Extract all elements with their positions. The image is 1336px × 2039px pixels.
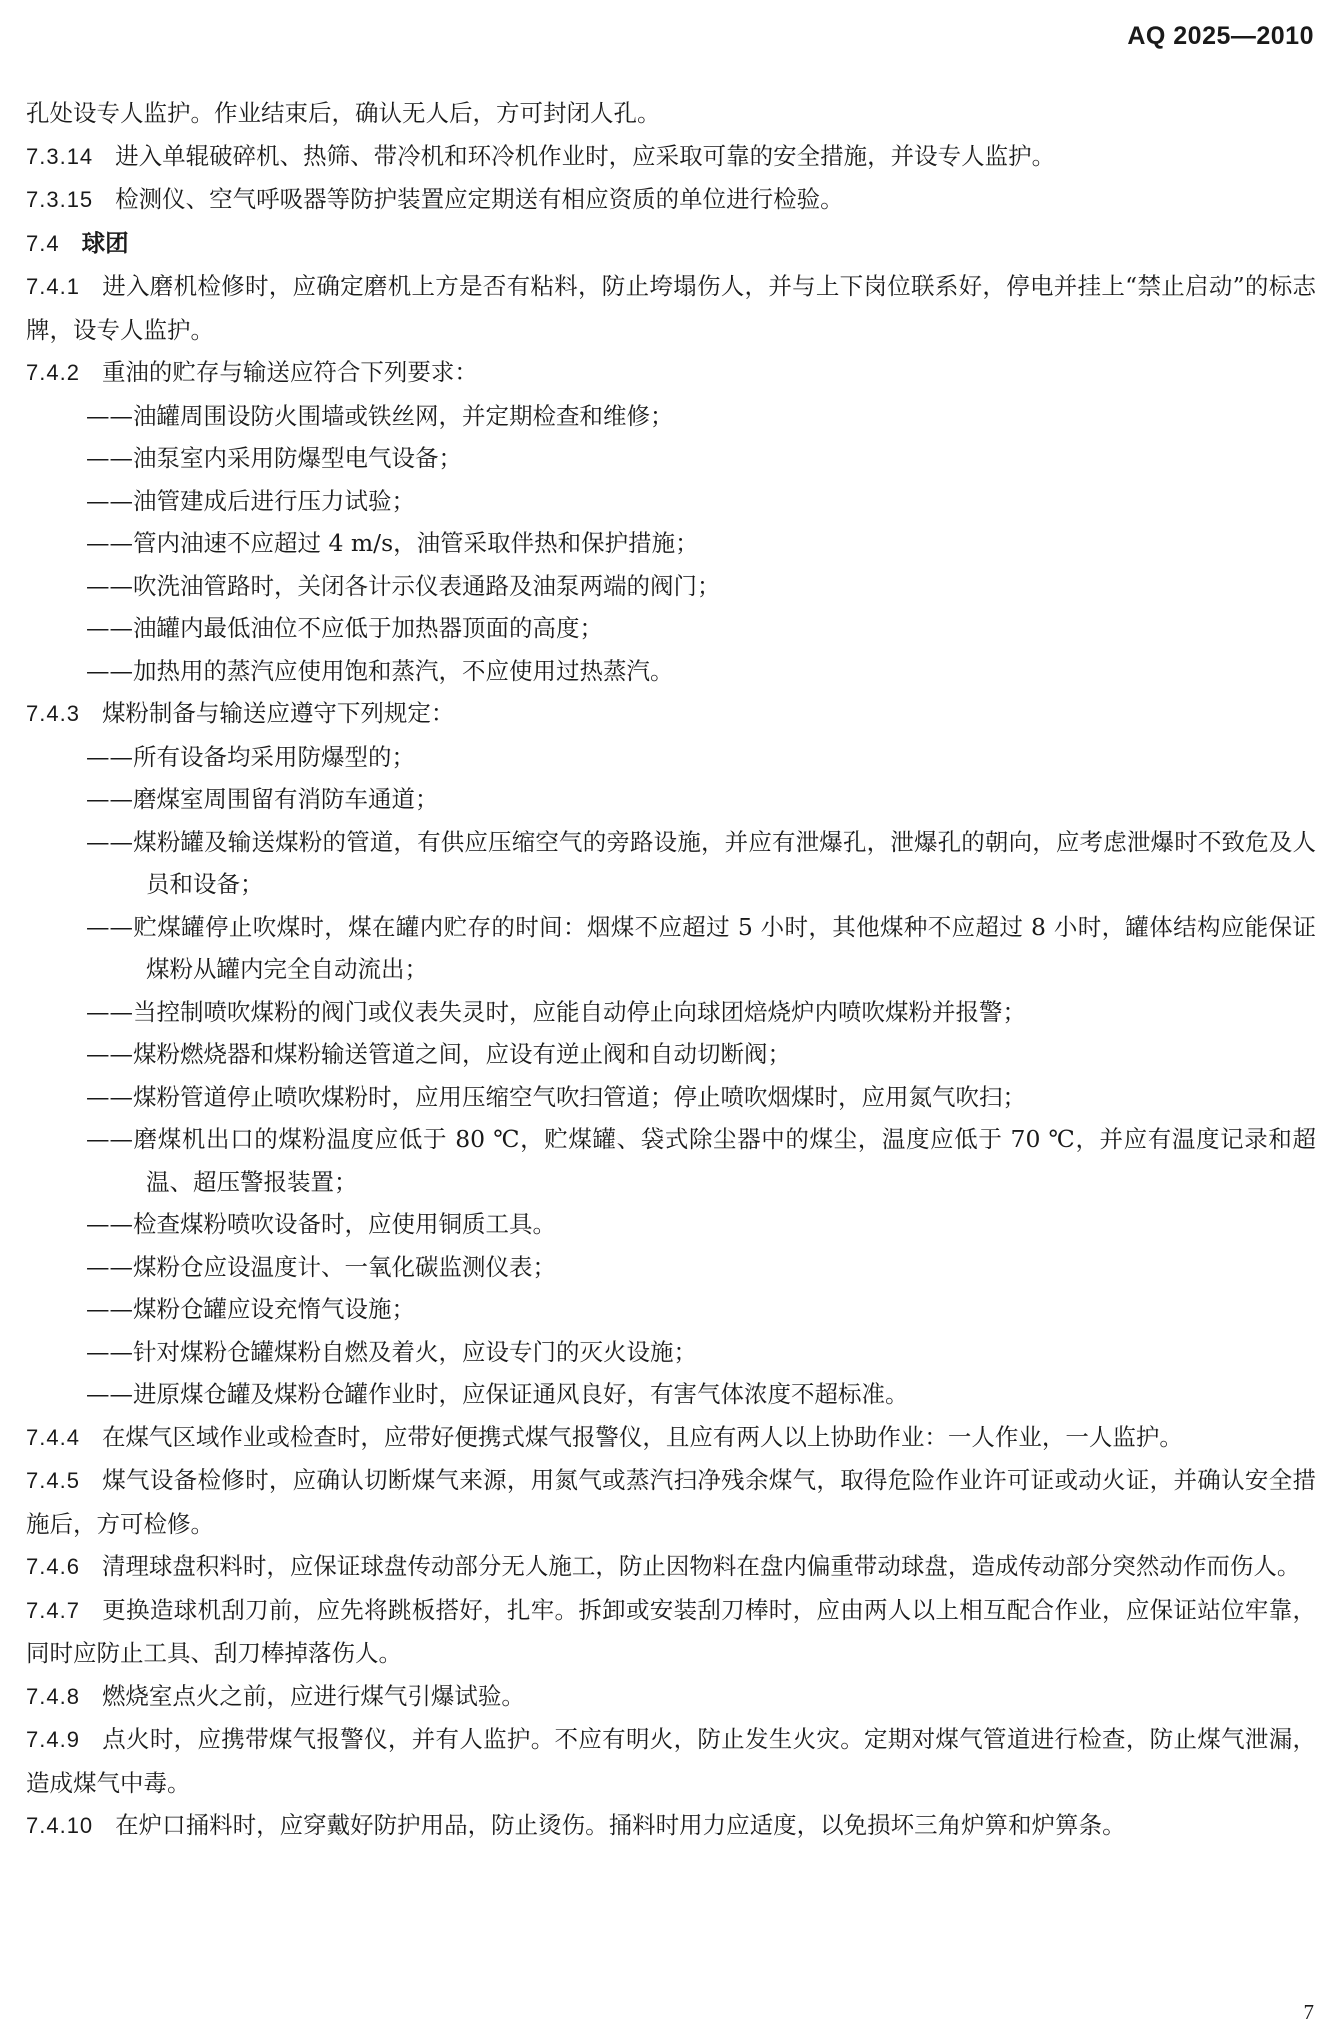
clause-7-4-2: [26, 351, 1316, 395]
clause-number: 7.4.7: [26, 1597, 80, 1623]
list-item: ——油管建成后进行压力试验；: [86, 486, 415, 515]
clause-text: 清理球盘积料时，应保证球盘传动部分无人施工，防止因物料在盘内偏重带动球盘，造成传动部分突然动作而伤人。: [101, 1552, 1301, 1580]
clause-text: 在炉口捅料时，应穿戴好防护用品，防止烫伤。捅料时用力应适度，以免损坏三角炉箅和炉箅条。: [115, 1811, 1126, 1839]
clause-text: 煤粉制备与输送应遵守下列规定：: [101, 699, 455, 727]
list-item: ——贮煤罐停止吹煤时，煤在罐内贮存的时间：烟煤不应超过 5 小时，其他煤种不应超过 8 小时，罐体结构应能保证煤粉从罐内完全自动流出；: [86, 912, 1316, 983]
clause-7-4-5: [26, 1459, 1316, 1545]
list-item: ——煤粉燃烧器和煤粉输送管道之间，应设有逆止阀和自动切断阀；: [86, 1040, 791, 1068]
paragraph-continuation: [26, 92, 1316, 135]
clause-7-3-14: [26, 135, 1316, 179]
list-item: ——针对煤粉仓罐煤粉自燃及着火，应设专门的灭火设施；: [86, 1337, 697, 1366]
clause-7-4-10: [26, 1804, 1316, 1848]
list-item: ——煤粉仓应设温度计、一氧化碳监测仪表；: [86, 1252, 556, 1281]
clause-7-4-7: [26, 1589, 1316, 1675]
clause-7-4-3: [26, 692, 1316, 736]
clause-text: 进入磨机检修时，应确定磨机上方是否有粘料，防止垮塌伤人，并与上下岗位联系好，停电并挂上“禁止启动”的标志牌，设专人监护。: [26, 272, 1316, 344]
clause-text: 进入单辊破碎机、热筛、带冷机和环冷机作业时，应采取可靠的安全措施，并设专人监护。: [115, 141, 1056, 170]
list-item: ——磨煤机出口的煤粉温度应低于 80 ℃，贮煤罐、袋式除尘器中的煤尘，温度应低于 70 ℃，并应有温度记录和超温、超压警报装置；: [86, 1125, 1316, 1196]
list-item: ——油罐内最低油位不应低于加热器顶面的高度；: [86, 614, 603, 642]
section-number: 7.4: [26, 230, 60, 256]
clause-number: 7.4.4: [26, 1424, 80, 1450]
paragraph-text: 孔处设专人监护。作业结束后，确认无人后，方可封闭人孔。: [26, 99, 661, 127]
section-heading-7-4: [26, 222, 1316, 266]
clause-7-4-1: [26, 265, 1316, 351]
list-item: ——管内油速不应超过 4 m/s，油管采取伴热和保护措施；: [86, 529, 699, 557]
clause-7-4-9: [26, 1718, 1316, 1804]
page-number: 7: [1303, 2000, 1314, 2024]
clause-text: 检测仪、空气呼吸器等防护装置应定期送有相应资质的单位进行检验。: [115, 185, 844, 213]
clause-7-3-15: [26, 178, 1316, 222]
clause-number: 7.4.5: [26, 1468, 80, 1493]
clause-text: 燃烧室点火之前，应进行煤气引爆试验。: [101, 1681, 525, 1710]
list-item: ——煤粉仓罐应设充惰气设施；: [86, 1295, 415, 1323]
clause-number: 7.4.8: [26, 1683, 80, 1709]
section-title: 球团: [81, 228, 129, 257]
clause-number: 7.4.2: [26, 360, 80, 385]
list-item: ——煤粉管道停止喷吹煤粉时，应用压缩空气吹扫管道；停止喷吹烟煤时，应用氮气吹扫；: [86, 1082, 1026, 1111]
clause-number: 7.4.9: [26, 1727, 80, 1752]
clause-text: 更换造球机刮刀前，应先将跳板搭好，扎牢。拆卸或安装刮刀棒时，应由两人以上相互配合作业，应保证站位牢靠，同时应防止工具、刮刀棒掉落伤人。: [26, 1595, 1316, 1667]
clause-text: 煤气设备检修时，应确认切断煤气来源，用氮气或蒸汽扫净残余煤气，取得危险作业许可证或动火证，并确认安全措施后，方可检修。: [26, 1466, 1316, 1538]
clause-number: 7.4.1: [26, 274, 80, 299]
list-item: ——当控制喷吹煤粉的阀门或仪表失灵时，应能自动停止向球团焙烧炉内喷吹煤粉并报警；: [86, 997, 1026, 1026]
clause-7-4-6: [26, 1545, 1316, 1589]
list-item: ——磨煤室周围留有消防车通道；: [86, 785, 439, 813]
document-body: [26, 92, 1316, 1848]
requirements-list-7-4-2: [26, 395, 1316, 693]
requirements-list-7-4-3: [26, 736, 1316, 1416]
list-item: ——加热用的蒸汽应使用饱和蒸汽，不应使用过热蒸汽。: [86, 656, 674, 685]
clause-7-4-4: [26, 1416, 1316, 1460]
clause-number: 7.4.10: [26, 1813, 94, 1838]
clause-text: 点火时，应携带煤气报警仪，并有人监护。不应有明火，防止发生火灾。定期对煤气管道进行检查，防止煤气泄漏，造成煤气中毒。: [26, 1725, 1316, 1797]
clause-number: 7.4.3: [26, 701, 80, 726]
clause-text: 在煤气区域作业或检查时，应带好便携式煤气报警仪，且应有两人以上协助作业：一人作业，一人监护。: [101, 1422, 1183, 1451]
clause-number: 7.3.14: [26, 143, 94, 169]
standard-code: AQ 2025—2010: [1127, 22, 1314, 50]
list-item: ——煤粉罐及输送煤粉的管道，有供应压缩空气的旁路设施，并应有泄爆孔，泄爆孔的朝向，应考虑泄爆时不致危及人员和设备；: [86, 827, 1316, 898]
list-item: ——吹洗油管路时，关闭各计示仪表通路及油泵两端的阀门；: [86, 571, 721, 600]
list-item: ——油泵室内采用防爆型电气设备；: [86, 444, 462, 472]
clause-number: 7.3.15: [26, 187, 94, 212]
list-item: ——检查煤粉喷吹设备时，应使用铜质工具。: [86, 1210, 556, 1238]
list-item: ——油罐周围设防火围墙或铁丝网，并定期检查和维修；: [86, 401, 674, 430]
clause-text: 重油的贮存与输送应符合下列要求：: [101, 358, 478, 386]
clause-7-4-8: [26, 1675, 1316, 1719]
clause-number: 7.4.6: [26, 1554, 80, 1579]
list-item: ——所有设备均采用防爆型的；: [86, 742, 415, 771]
list-item: ——进原煤仓罐及煤粉仓罐作业时，应保证通风良好，有害气体浓度不超标准。: [86, 1380, 909, 1408]
